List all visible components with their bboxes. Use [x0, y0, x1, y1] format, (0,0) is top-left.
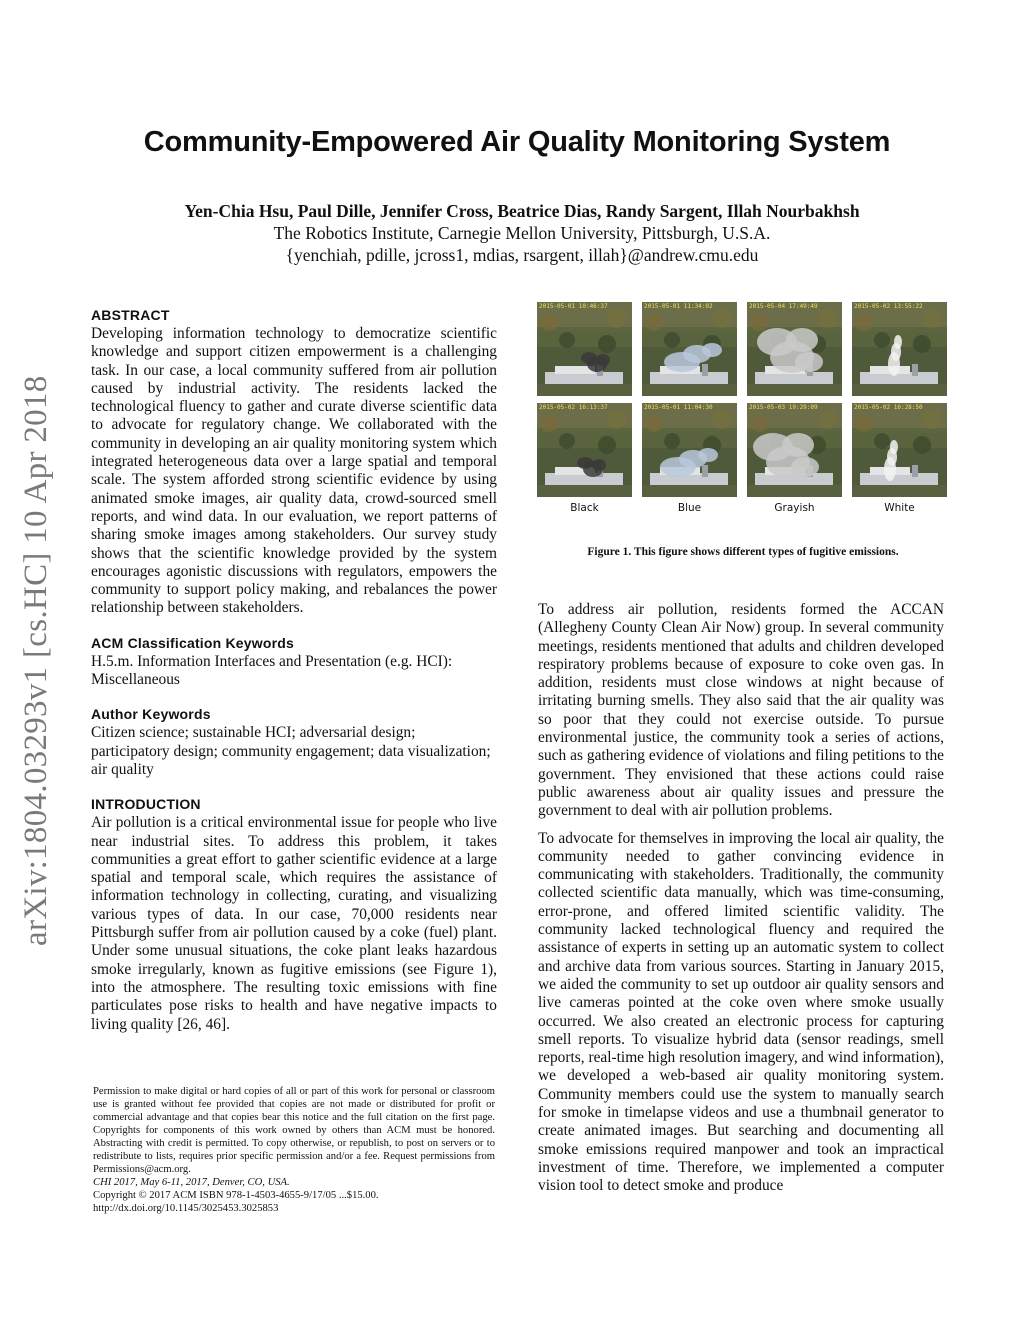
left-column: [91, 307, 497, 1051]
figure-label-white: White: [884, 502, 915, 514]
permission-footnote: [93, 1085, 495, 1215]
venue-text: CHI 2017, May 6-11, 2017, Denver, CO, USA.: [93, 1177, 290, 1188]
keywords-text: Citizen science; sustainable HCI; adversarial design; participatory design; community engagement; data visualization; air quality: [91, 724, 491, 778]
abstract-heading: ABSTRACT: [91, 307, 170, 323]
arxiv-identifier: arXiv:1804.03293v1 [cs.HC] 10 Apr 2018: [18, 375, 54, 946]
figure-label-grayish: Grayish: [774, 502, 815, 514]
doi-link[interactable]: http://dx.doi.org/10.1145/3025453.3025853: [93, 1203, 279, 1214]
abstract-section: [91, 307, 497, 618]
image-timestamp: 2015-05-01 11:34:02: [644, 303, 713, 310]
image-timestamp: 2015-05-02 16:28:50: [854, 404, 923, 411]
acm-classification-section: [91, 635, 497, 690]
affiliation: The Robotics Institute, Carnegie Mellon University, Pittsburgh, U.S.A.: [273, 223, 771, 243]
smoke-image-blue-1: [642, 302, 737, 396]
smoke-image-grayish-1: [747, 302, 842, 396]
acm-text: H.5.m. Information Interfaces and Presentation (e.g. HCI): Miscellaneous: [91, 652, 453, 689]
permission-text: Permission to make digital or hard copies of all or part of this work for personal or classroom use is granted without fee provided that copies are not made or distributed for profit or commercial advantage and that copies bear this notice and the full citation on the first page. Copyrights for components of this work owned by others than ACM must be honored. Abstracting with credit is permitted. To copy otherwise, or republish, to post on servers or to redistribute to lists, requires prior specific permission and/or a fee. Request permissions from Permissions@acm.org.: [93, 1086, 495, 1175]
author-emails: {yenchiah, pdille, jcross1, mdias, rsargent, illah}@andrew.cmu.edu: [285, 245, 759, 265]
image-timestamp: 2015-05-01 11:04:30: [644, 404, 713, 411]
figure-caption: Figure 1. This figure shows different types of fugitive emissions.: [587, 546, 899, 558]
keywords-heading: Author Keywords: [91, 706, 211, 723]
right-column: [538, 601, 944, 1196]
introduction-section: [91, 796, 497, 1034]
smoke-image-black-2: [537, 403, 632, 497]
right-paragraph-2: To advocate for themselves in improving the local air quality, the community needed to gather convincing evidence in communicating with stakeholders. Traditionally, the community collected scientific data manually, which was time-consuming, error-prone, and offered limited scientific validity. The community lacked technological fluency and required the assistance of experts in setting up an automatic system to collect and archive data from various sources. Starting in January 2015, we aided the community to set up outdoor air quality sensors and live cameras pointed at the coke oven where smoke usually occurred. We also created an electronic process for capturing smell reports. To visualize hybrid data (sensor readings, smell reports, real-time high resolution imagery, and wind information), we developed a web-based air quality monitoring system. Community members could use the system to manually search for smoke in timelapse videos and use a thumbnail generator to create animated images. But searching and documenting all smoke emissions required manpower and took an impractical investment of time. Therefore, we implemented a computer vision tool to detect smoke and produce: [538, 829, 944, 1195]
image-timestamp: 2015-05-02 16:13:37: [539, 404, 608, 411]
author-keywords-section: [91, 706, 497, 779]
image-timestamp: 2015-05-04 17:49:49: [749, 303, 818, 310]
smoke-image-black-1: [537, 302, 632, 396]
smoke-image-white-1: [852, 302, 947, 396]
smoke-image-white-2: [852, 403, 947, 497]
figure-1: [535, 302, 947, 514]
paper-title: Community-Empowered Air Quality Monitoring System: [143, 126, 891, 158]
smoke-image-grayish-2: [747, 403, 842, 497]
introduction-heading: INTRODUCTION: [91, 796, 201, 813]
image-timestamp: 2015-05-02 13:55:22: [854, 303, 923, 310]
figure-label-black: Black: [570, 502, 599, 514]
smoke-image-blue-2: [642, 403, 737, 497]
abstract-text: Developing information technology to democratize scientific knowledge and support citizen empowerment is a challenging task. In our case, a local community suffered from air pollution caused by industrial activity. The residents lacked the technological fluency to gather and curate diverse scientific data to advocate for regulatory change. We collaborated with the community in developing an air quality monitoring system which integrated heterogeneous data over a large spatial and temporal scale. The system afforded strong scientific evidence by using animated smoke images, air quality data, crowd-sourced smell reports, and wind data. In our evaluation, we report patterns of sharing smoke images among stakeholders. Our survey study shows that the scientific knowledge provided by the system encourages agonistic discussions with regulators, empowers the community to support policy making, and rebalances the power relationship between stakeholders.: [91, 325, 497, 617]
introduction-text: Air pollution is a critical environmental issue for people who live near industrial sites. To address this problem, it takes communities a great effort to gather scientific evidence at a large spatial and temporal scale, which requires the assistance of information technology in collecting, curating, and visualizing various types of data. In our case, 70,000 residents near Pittsburgh suffer from air pollution caused by a coke (fuel) plant. Under some unusual situations, the coke plant leaks hazardous smoke irregularly, known as fugitive emissions (see Figure 1), into the atmosphere. The resulting toxic emissions with fine particulates pose risks to health and have negative impacts to living quality [26, 46].: [91, 814, 497, 1033]
image-timestamp: 2015-05-03 19:29:09: [749, 404, 818, 411]
right-paragraph-1: To address air pollution, residents formed the ACCAN (Allegheny County Clean Air Now) group. In several community meetings, residents mentioned that adults and children developed respiratory problems because of exposure to coke oven gas. In addition, residents must close windows at night because of irritating burning smells. They also said that the air quality was so poor that they could not exercise outside. To pursue environmental justice, the community took a series of actions, such as gathering evidence of violations and filing petitions to the government. They envisioned that these actions could raise public awareness about air quality issues and pressure the government to deal with air pollution problems.: [538, 601, 944, 820]
image-timestamp: 2015-05-01 10:46:37: [539, 303, 608, 310]
copyright-text: Copyright © 2017 ACM ISBN 978-1-4503-4655-9/17/05 ...$15.00.: [93, 1190, 379, 1201]
author-list: Yen-Chia Hsu, Paul Dille, Jennifer Cross, Beatrice Dias, Randy Sargent, Illah Nourbakhsh: [184, 201, 860, 221]
figure-label-blue: Blue: [677, 502, 702, 514]
acm-heading: ACM Classification Keywords: [91, 634, 294, 651]
